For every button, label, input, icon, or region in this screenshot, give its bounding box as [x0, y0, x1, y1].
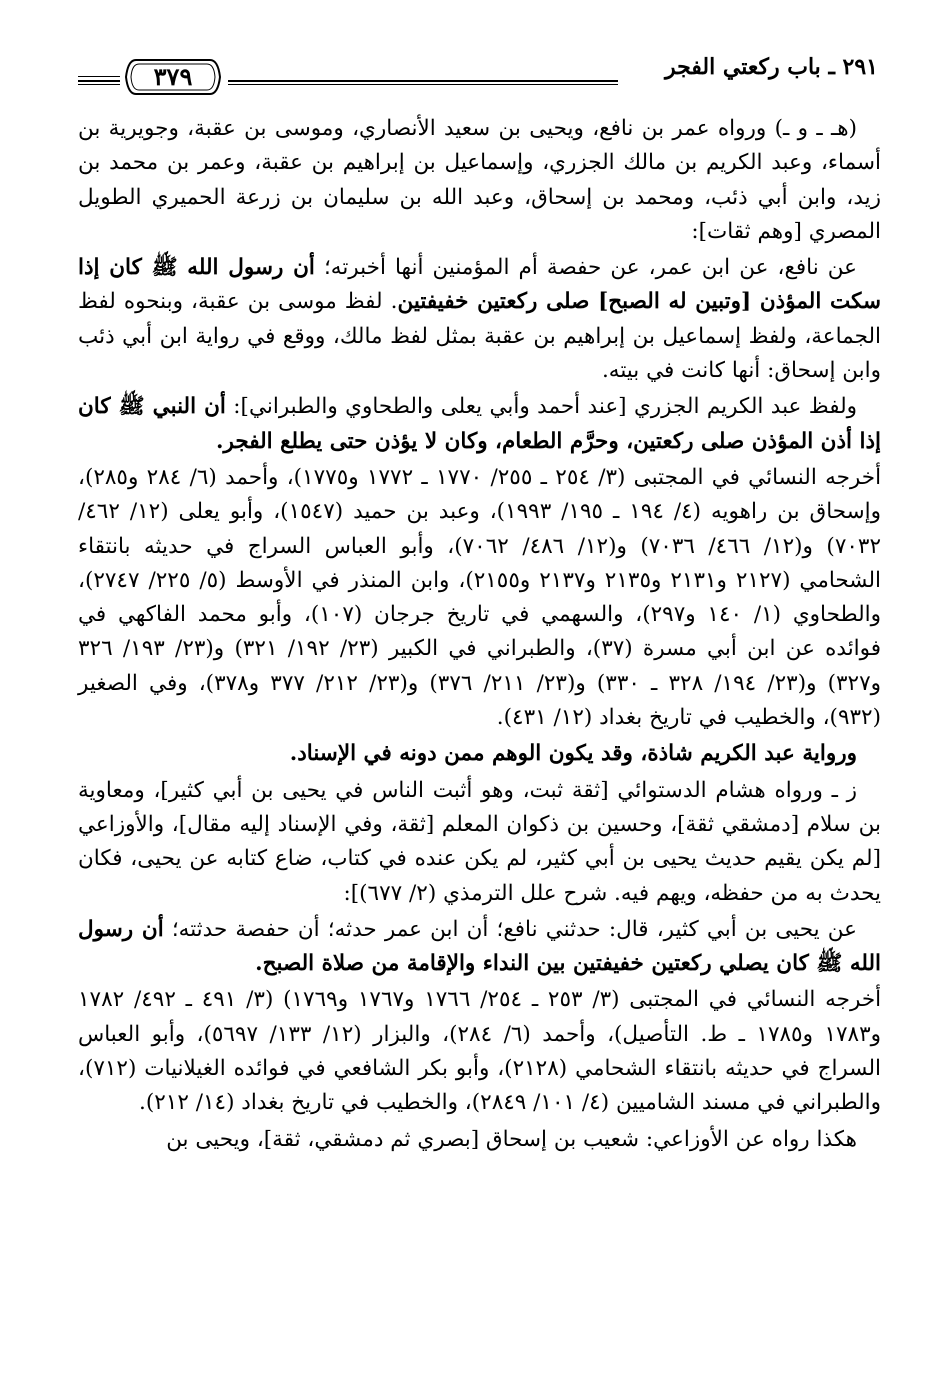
paragraph	[78, 112, 881, 249]
paragraph	[78, 461, 881, 735]
text-run: . لفظ موسى بن عقبة، وبنحوه لفظ الجماعة، ولفظ إسماعيل بن إبراهيم بن عقبة بمثل لفظ مالك، ووقع في رواية ابن أبي ذئب وابن إسحاق: أنها كانت في بيته.	[78, 289, 881, 384]
paragraph	[78, 737, 881, 771]
text-run: ز ـ ورواه هشام الدستوائي [ثقة ثبت، وهو أثبت الناس في يحيى بن أبي كثير]، ومعاوية بن سلام [دمشقي ثقة]، وحسين بن ذكوان المعلم [ثقة، وفي الإسناد إليه مقال]، والأوزاعي [لم يكن يقيم حديث يحيى بن أبي كثير، لم يكن عنده في كتاب، ضاع كتابه عن يحيى، فكان يحدث به من حفظه، ويهم فيه. شرح علل الترمذي (٢/ ٦٧٧)]:	[78, 777, 881, 906]
text-run: أخرجه النسائي في المجتبى (٣/ ٢٥٤ ـ ٢٥٥/ ١٧٧٠ ـ ١٧٧٢ و١٧٧٥)، وأحمد (٦/ ٢٨٤ و٢٨٥)، وإسحاق بن راهويه (٤/ ١٩٤ ـ ١٩٥/ ١٩٩٣)، وعبد بن حميد (١٥٤٧)، وأبو يعلى (١٢/ ٤٦٢/ ٧٠٣٢) و(١٢/ ٤٦٦/ ٧٠٣٦) و(١٢/ ٤٨٦/ ٧٠٦٢)، وأبو العباس السراج في حديثه بانتقاء الشحامي (٢١٢٧ و٢١٣١ و٢١٣٥ و٢١٣٧ و٢١٥٥)، وابن المنذر في الأوسط (٥/ ٢٢٥/ ٢٧٤٧)، والطحاوي (١/ ١٤٠ و٢٩٧)، والسهمي في تاريخ جرجان (١٠٧)، وأبو محمد الفاكهي في فوائده عن ابن أبي مسرة (٣٧)، والطبراني في الكبير (٢٣/ ١٩٢/ ٣٢١) و(٢٣/ ١٩٣/ ٣٢٦ و٣٢٧) و(٢٣/ ١٩٤/ ٣٢٨ ـ ٣٣٠) و(٢٣/ ٢١١/ ٣٧٦) و(٢٣/ ٢١٢/ ٣٧٧ و٣٧٨)، وفي الصغير (٩٣٢)، والخطيب في تاريخ بغداد (١٢/ ٤٣١).	[78, 464, 882, 731]
text-run: أخرجه النسائي في المجتبى (٣/ ٢٥٣ ـ ٢٥٤/ ١٧٦٦ و١٧٦٧ و١٧٦٩) (٣/ ٤٩١ ـ ٤٩٢/ ١٧٨٢ و١٧٨٣ و١٧٨٥ ـ ط. التأصيل)، وأحمد (٦/ ٢٨٤)، والبزار (١٢/ ١٣٣/ ٥٦٩٧)، وأبو العباس السراج في حديثه بانتقاء الشحامي (٢١٢٨)، وأبو بكر الشافعي في فوائده الغيلانيات (٧١٢)، والطبراني في مسند الشاميين (٤/ ١٠١/ ٢٨٤٩)، والخطيب في تاريخ بغداد (١٤/ ٢١٢).	[78, 987, 882, 1116]
paragraph	[78, 251, 881, 388]
text-run: عن نافع، عن ابن عمر، عن حفصة أم المؤمنين أنها أخبرته؛	[314, 255, 857, 281]
page-header	[78, 52, 878, 102]
hadith-text: أن النبي ﷺ كان إذا أذن المؤذن صلى ركعتين، وحرَّم الطعام، وكان لا يؤذن حتى يطلع الفجر.	[78, 394, 881, 454]
header-rule-thin	[228, 84, 618, 85]
paragraph	[78, 983, 881, 1120]
text-run: ولفظ عبد الكريم الجزري [عند أحمد وأبي يعلى والطحاوي والطبراني]:	[225, 394, 858, 420]
page-number: ٣٧٩	[153, 62, 193, 91]
paragraph	[78, 774, 881, 911]
text-run: (هـ ـ و ـ) ورواه عمر بن نافع، ويحيى بن سعيد الأنصاري، وموسى بن عقبة، وجويرية بن أسماء، وعبد الكريم بن مالك الجزري، وإسماعيل بن إبراهيم بن عقبة، وعمر بن محمد بن زيد، وابن أبي ذئب، ومحمد بن إسحاق، وعبد الله بن سليمان بن زرعة الحميري الطويل المصري [وهم ثقات]:	[78, 116, 881, 244]
header-rule-left-bottom	[78, 84, 120, 85]
paragraph	[78, 1123, 881, 1157]
hadith-text: أن رسول الله ﷺ كان يصلي ركعتين خفيفتين بين النداء والإقامة من صلاة الصبح.	[78, 916, 881, 977]
header-rule-left-mid	[78, 80, 120, 82]
paragraph	[78, 390, 881, 459]
paragraph	[78, 913, 881, 982]
text-run: هكذا رواه عن الأوزاعي: شعيب بن إسحاق [بصري ثم دمشقي، ثقة]، ويحيى بن	[166, 1126, 857, 1152]
hadith-text: أن رسول الله ﷺ كان إذا سكت المؤذن [وتبين له الصبح] صلى ركعتين خفيفتين	[78, 255, 882, 315]
header-rule	[228, 80, 618, 82]
text-run: ورواية عبد الكريم شاذة، وقد يكون الوهم ممن دونه في الإسناد.	[289, 741, 857, 767]
page-number-frame	[122, 56, 224, 98]
page-body	[78, 112, 881, 1159]
chapter-title: ٢٩١ ـ باب ركعتي الفجر	[664, 54, 878, 80]
header-rule-left-top	[78, 76, 120, 77]
text-run: عن يحيى بن أبي كثير، قال: حدثني نافع؛ أن ابن عمر حدثه؛ أن حفصة حدثته؛	[163, 916, 857, 942]
